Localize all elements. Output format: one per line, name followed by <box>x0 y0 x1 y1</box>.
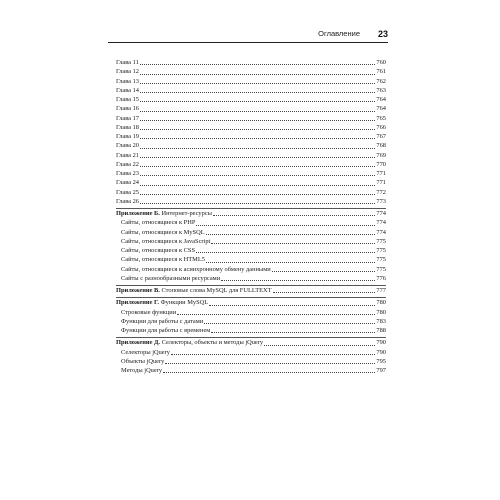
entry-label: Глава 14 <box>116 86 139 94</box>
dot-leader <box>140 203 375 204</box>
dot-leader <box>140 120 375 121</box>
appendix-title: Интернет-ресурсы <box>161 210 212 217</box>
appendix-subentry[interactable] <box>116 317 386 326</box>
appendix-subentry[interactable] <box>116 255 386 264</box>
dot-leader <box>213 215 375 216</box>
dot-leader <box>140 92 375 93</box>
dot-leader <box>140 194 375 195</box>
entry-page-number: 780 <box>376 299 386 307</box>
entry-label: Глава 20 <box>116 142 139 150</box>
entry-page-number: 790 <box>376 348 386 356</box>
appendix-group <box>116 209 386 283</box>
entry-page-number: 770 <box>376 160 386 168</box>
entry-label: Глава 23 <box>116 170 139 177</box>
dot-leader <box>221 280 375 281</box>
chapter-entry[interactable] <box>116 151 386 160</box>
appendix-prefix: Приложение Д. <box>116 339 161 347</box>
chapter-entry[interactable] <box>116 123 386 132</box>
entry-page-number: 760 <box>376 59 386 66</box>
entry-label: Глава 22 <box>116 160 139 168</box>
page-number: 23 <box>377 29 388 39</box>
entry-page-number: 775 <box>376 265 386 273</box>
entry-label: Сайты с разнообразными ресурсами <box>121 274 221 282</box>
dot-leader <box>163 372 375 373</box>
chapter-entry[interactable] <box>116 188 386 197</box>
dot-leader <box>273 292 376 293</box>
dot-leader <box>196 252 375 253</box>
dot-leader <box>140 148 375 149</box>
appendix-subentry[interactable] <box>116 246 386 255</box>
chapter-entry[interactable] <box>116 169 386 178</box>
appendix-prefix: Приложение Б. <box>116 210 160 217</box>
entry-page-number: 764 <box>376 96 386 103</box>
appendix-subentry[interactable] <box>116 366 386 375</box>
entry-label: Функции для работы с временем <box>121 327 211 334</box>
dot-leader <box>272 271 376 272</box>
dot-leader <box>140 157 375 158</box>
entry-page-number: 767 <box>376 133 386 140</box>
entry-label: Глава 26 <box>116 197 139 205</box>
appendix-group <box>116 298 386 335</box>
appendix-entry[interactable] <box>116 298 386 307</box>
appendix-subentry[interactable] <box>116 274 386 283</box>
dot-leader <box>140 129 375 130</box>
dot-leader <box>140 74 375 75</box>
chapter-entry[interactable] <box>116 58 386 67</box>
dot-leader <box>264 345 375 346</box>
entry-label: Объекты jQuery <box>121 357 165 365</box>
entry-page-number: 761 <box>376 68 386 76</box>
entry-label: Глава 17 <box>116 114 139 122</box>
entry-page-number: 769 <box>376 151 386 159</box>
dot-leader <box>140 166 375 167</box>
chapter-entry[interactable] <box>116 178 386 187</box>
appendix-group <box>116 286 386 295</box>
appendix-subentry[interactable] <box>116 228 386 237</box>
entry-label: Глава 18 <box>116 123 139 131</box>
chapter-entry[interactable] <box>116 197 386 206</box>
entry-page-number: 795 <box>376 357 386 365</box>
entry-page-number: 775 <box>376 247 386 254</box>
appendix-title: Функции MySQL <box>160 299 209 307</box>
appendix-title: Стоповые слова MySQL для FULLTEXT <box>161 287 272 294</box>
appendix-entry[interactable] <box>116 286 386 295</box>
entry-label: Глава 25 <box>116 188 139 196</box>
entry-page-number: 788 <box>376 327 386 334</box>
entry-page-number: 763 <box>376 86 386 94</box>
chapter-entry[interactable] <box>116 132 386 141</box>
dot-leader <box>204 323 375 324</box>
dot-leader <box>140 175 375 176</box>
dot-leader <box>171 354 375 355</box>
chapter-entry[interactable] <box>116 104 386 113</box>
entry-page-number: 790 <box>376 339 386 347</box>
dot-leader <box>140 111 375 112</box>
chapter-entry[interactable] <box>116 160 386 169</box>
chapter-entry[interactable] <box>116 67 386 76</box>
entry-page-number: 762 <box>376 77 386 85</box>
entry-label: Селекторы jQuery <box>121 348 170 356</box>
entry-label: Строковые функции <box>121 308 177 316</box>
entry-label: Глава 11 <box>116 59 139 66</box>
appendix-subentry[interactable] <box>116 265 386 274</box>
chapter-entry[interactable] <box>116 95 386 104</box>
entry-label: Глава 19 <box>116 133 139 140</box>
dot-leader <box>211 243 375 244</box>
appendix-group <box>116 338 386 375</box>
entry-page-number: 773 <box>376 197 386 205</box>
dot-leader <box>209 305 375 306</box>
chapter-entry[interactable] <box>116 77 386 86</box>
dot-leader <box>140 83 375 84</box>
entry-page-number: 768 <box>376 142 386 150</box>
dot-leader <box>196 225 375 226</box>
dot-leader <box>140 101 375 102</box>
entry-page-number: 797 <box>376 367 386 374</box>
entry-page-number: 766 <box>376 123 386 131</box>
running-header <box>108 28 388 43</box>
dot-leader <box>165 363 375 364</box>
entry-label <box>116 298 208 307</box>
entry-label <box>116 338 263 347</box>
appendix-entry[interactable] <box>116 209 386 218</box>
dot-leader <box>206 234 376 235</box>
dot-leader <box>206 262 375 263</box>
entry-page-number: 771 <box>376 179 386 187</box>
dot-leader <box>211 332 375 333</box>
entry-page-number: 780 <box>376 308 386 316</box>
table-of-contents <box>116 58 386 375</box>
chapter-entry[interactable] <box>116 114 386 123</box>
entry-label: Глава 15 <box>116 96 139 103</box>
entry-page-number: 774 <box>376 210 386 217</box>
entry-label: Сайты, относящиеся к CSS <box>121 247 196 254</box>
entry-label: Функции для работы с датами <box>121 317 204 325</box>
entry-label <box>116 209 212 218</box>
entry-page-number: 765 <box>376 114 386 122</box>
appendix-subentry[interactable] <box>116 348 386 357</box>
entry-label: Глава 21 <box>116 151 139 159</box>
dot-leader <box>140 185 375 186</box>
entry-page-number: 774 <box>376 219 386 227</box>
entry-label: Сайты, относящиеся к HTML5 <box>121 256 205 264</box>
appendix-subentry[interactable] <box>116 357 386 366</box>
appendix-entry[interactable] <box>116 338 386 347</box>
entry-label: Методы jQuery <box>121 367 163 374</box>
entry-label <box>116 286 272 295</box>
appendix-subentry[interactable] <box>116 326 386 335</box>
dot-leader <box>140 138 375 139</box>
appendix-prefix: Приложение В. <box>116 287 160 294</box>
appendix-subentry[interactable] <box>116 308 386 317</box>
entry-page-number: 771 <box>376 170 386 177</box>
running-header-title: Оглавление <box>318 29 360 38</box>
appendix-subentry[interactable] <box>116 218 386 227</box>
appendix-prefix: Приложение Г. <box>116 299 159 307</box>
entry-label: Сайты, относящиеся к MySQL <box>121 228 205 236</box>
entry-label: Сайты, относящиеся к JavaScript <box>121 237 211 245</box>
appendix-title: Селекторы, объекты и методы jQuery <box>161 339 264 347</box>
entry-page-number: 774 <box>376 228 386 236</box>
entry-page-number: 775 <box>376 237 386 245</box>
entry-label: Глава 12 <box>116 68 139 76</box>
entry-label: Глава 13 <box>116 77 139 85</box>
chapter-entry[interactable] <box>116 86 386 95</box>
dot-leader <box>177 314 375 315</box>
entry-label: Глава 24 <box>116 179 139 187</box>
entry-label: Сайты, относящиеся к асинхронному обмену данными <box>121 265 271 273</box>
entry-page-number: 764 <box>376 105 386 113</box>
entry-page-number: 776 <box>376 274 386 282</box>
appendix-subentry[interactable] <box>116 237 386 246</box>
entry-page-number: 783 <box>376 317 386 325</box>
entry-page-number: 775 <box>376 256 386 264</box>
entry-page-number: 772 <box>376 188 386 196</box>
entry-page-number: 777 <box>376 287 386 294</box>
chapter-entry[interactable] <box>116 141 386 150</box>
dot-leader <box>140 64 376 65</box>
entry-label: Сайты, относящиеся к PHP <box>121 219 196 227</box>
entry-label: Глава 16 <box>116 105 139 113</box>
